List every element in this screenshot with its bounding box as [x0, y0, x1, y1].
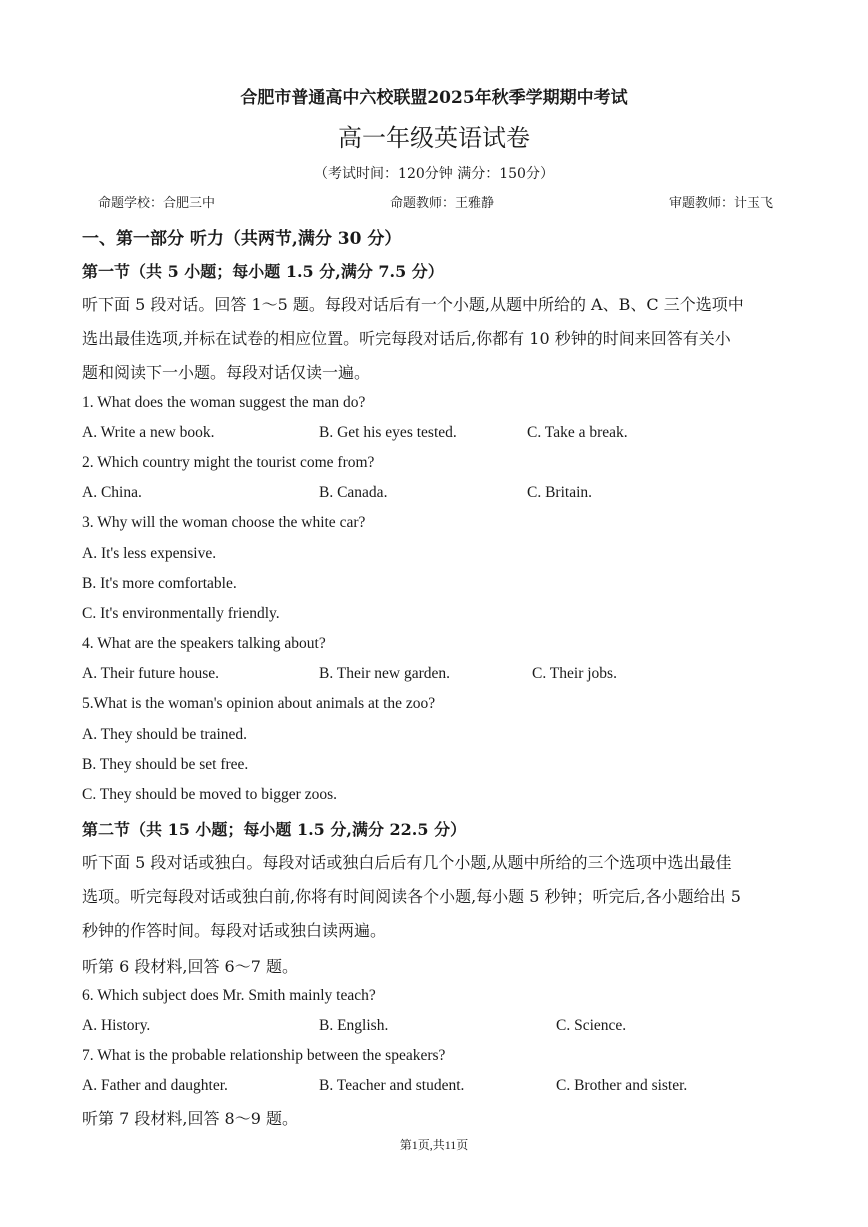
page-number: 第1页,共11页 [399, 1138, 469, 1152]
option-a: A. It's less expensive. [82, 545, 217, 562]
option-row [82, 1017, 798, 1037]
section1-instruction-line: 选出最佳选项,并标在试卷的相应位置。听完每段对话后,你都有 10 秒钟的时间来回答有关小 [82, 329, 731, 348]
question-stem: 1. What does the woman suggest the man do? [82, 394, 366, 411]
option-c: C. Science. [556, 1017, 627, 1034]
option-c: C. Britain. [527, 484, 593, 501]
option-row [82, 484, 798, 504]
option-a: A. China. [82, 484, 142, 501]
exam-credits [98, 192, 773, 211]
part1-heading: 一、第一部分 听力（共两节,满分 30 分） [82, 229, 402, 249]
material-label: 听第 7 段材料,回答 8～9 题。 [82, 1109, 298, 1128]
question-stem: 5.What is the woman's opinion about animals at the zoo? [82, 695, 436, 712]
section2-instruction-line: 秒钟的作答时间。每段对话或独白读两遍。 [82, 921, 387, 940]
option-b: B. Teacher and student. [319, 1077, 465, 1094]
author-label: 命题教师：王雅静 [389, 196, 494, 211]
option-b: B. It's more comfortable. [82, 575, 237, 592]
option-a: A. Father and daughter. [82, 1077, 228, 1094]
option-a: A. They should be trained. [82, 726, 248, 743]
exam-title: 合肥市普通高中六校联盟2025年秋季学期期中考试 [240, 88, 628, 108]
option-row [82, 1077, 798, 1097]
option-c: C. Brother and sister. [556, 1077, 688, 1094]
exam-subtitle: 高一年级英语试卷 [338, 124, 530, 152]
option-a: A. Write a new book. [82, 424, 215, 441]
reviewer-label: 审题教师：计玉飞 [668, 196, 773, 211]
option-b: B. They should be set free. [82, 756, 249, 773]
question-stem: 7. What is the probable relationship between the speakers? [82, 1047, 446, 1064]
option-c: C. They should be moved to bigger zoos. [82, 786, 338, 803]
material-label: 听第 6 段材料,回答 6～7 题。 [82, 957, 298, 976]
section2-instruction-line: 听下面 5 段对话或独白。每段对话或独白后后有几个小题,从题中所给的三个选项中选出最佳 [82, 853, 732, 872]
exam-info: （考试时间：120分钟 满分：150分） [314, 166, 554, 182]
section2-instruction-line: 选项。听完每段对话或独白前,你将有时间阅读各个小题,每小题 5 秒钟；听完后,各小题给出 5 [82, 887, 741, 906]
option-row [82, 424, 798, 444]
question-stem: 3. Why will the woman choose the white car? [82, 514, 366, 531]
option-c: C. It's environmentally friendly. [82, 605, 280, 622]
section2-heading: 第二节（共 15 小题；每小题 1.5 分,满分 22.5 分） [82, 820, 467, 839]
option-a: A. Their future house. [82, 665, 220, 682]
option-b: B. English. [319, 1017, 389, 1034]
option-b: B. Get his eyes tested. [319, 424, 457, 441]
question-stem: 4. What are the speakers talking about? [82, 635, 326, 652]
option-a: A. History. [82, 1017, 151, 1034]
question-stem: 2. Which country might the tourist come from? [82, 454, 375, 471]
section1-instruction-line: 题和阅读下一小题。每段对话仅读一遍。 [82, 363, 371, 382]
question-stem: 6. Which subject does Mr. Smith mainly teach? [82, 987, 376, 1004]
option-b: B. Their new garden. [319, 665, 450, 682]
section1-heading: 第一节（共 5 小题；每小题 1.5 分,满分 7.5 分） [82, 262, 444, 281]
school-label: 命题学校：合肥三中 [98, 196, 216, 211]
option-c: C. Take a break. [527, 424, 628, 441]
option-row [82, 665, 798, 685]
option-c: C. Their jobs. [532, 665, 617, 682]
option-b: B. Canada. [319, 484, 388, 501]
section1-instruction-line: 听下面 5 段对话。回答 1～5 题。每段对话后有一个小题,从题中所给的 A、B、C 三个选项中 [82, 295, 744, 314]
